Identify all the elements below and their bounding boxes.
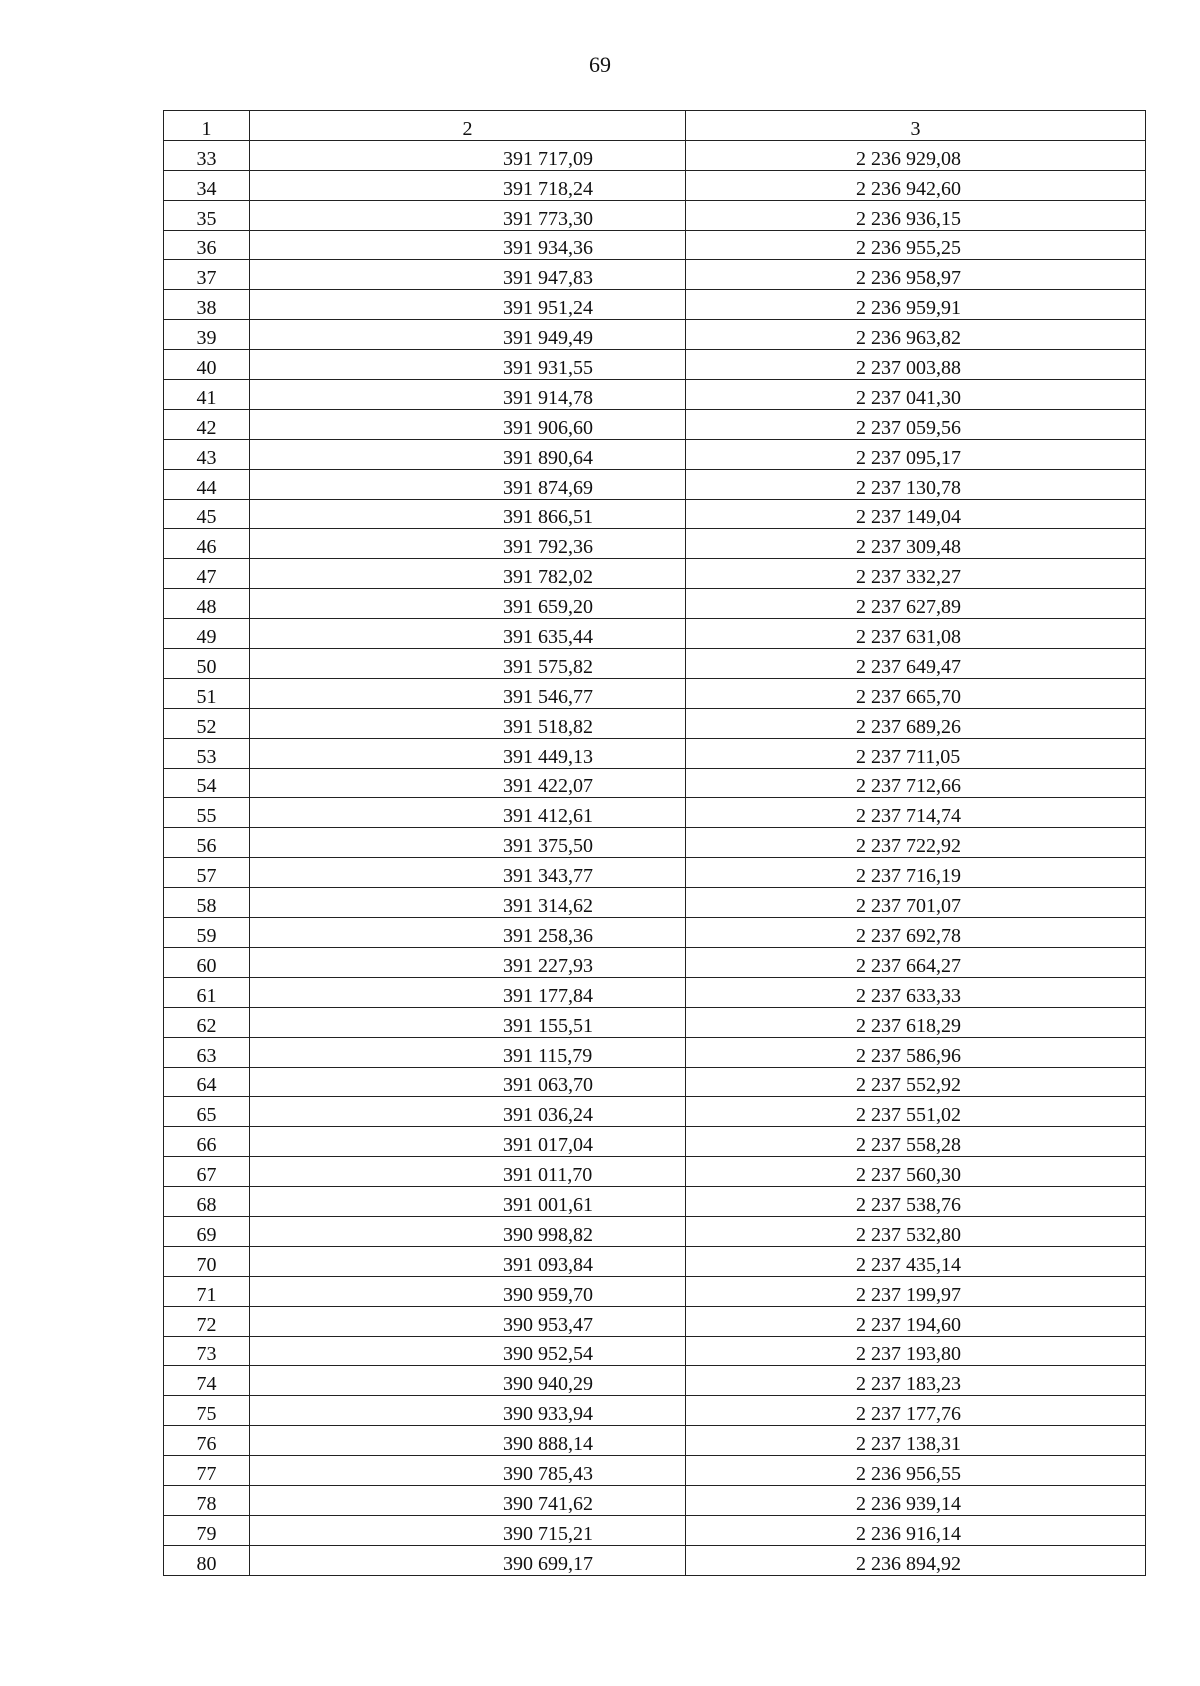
table-row	[164, 170, 1146, 200]
point-number-cell: 54	[164, 768, 250, 798]
table-row	[164, 1276, 1146, 1306]
point-number-cell: 42	[164, 409, 250, 439]
table-row	[164, 1485, 1146, 1515]
x-coordinate-cell: 391 314,62	[250, 888, 686, 918]
point-number-cell: 51	[164, 678, 250, 708]
point-number-cell: 33	[164, 140, 250, 170]
table-row	[164, 1366, 1146, 1396]
table-row	[164, 1336, 1146, 1366]
x-coordinate-cell: 391 874,69	[250, 469, 686, 499]
x-coordinate-cell: 391 949,49	[250, 320, 686, 350]
table-body	[164, 111, 1146, 1576]
table-row	[164, 1216, 1146, 1246]
x-coordinate-cell: 391 792,36	[250, 529, 686, 559]
point-number-cell: 61	[164, 977, 250, 1007]
y-coordinate-cell: 2 237 692,78	[686, 918, 1146, 948]
x-coordinate-cell: 391 011,70	[250, 1157, 686, 1187]
y-coordinate-cell: 2 237 193,80	[686, 1336, 1146, 1366]
x-coordinate-cell: 391 659,20	[250, 589, 686, 619]
y-coordinate-cell: 2 237 059,56	[686, 409, 1146, 439]
point-number-cell: 56	[164, 828, 250, 858]
x-coordinate-cell: 391 866,51	[250, 499, 686, 529]
table-row	[164, 200, 1146, 230]
x-coordinate-cell: 391 931,55	[250, 350, 686, 380]
table-row	[164, 1515, 1146, 1545]
table-row	[164, 649, 1146, 679]
table-row	[164, 1037, 1146, 1067]
table-row	[164, 469, 1146, 499]
point-number-cell: 60	[164, 947, 250, 977]
point-number-cell: 71	[164, 1276, 250, 1306]
y-coordinate-cell: 2 237 552,92	[686, 1067, 1146, 1097]
point-number-cell: 68	[164, 1187, 250, 1217]
y-coordinate-cell: 2 236 916,14	[686, 1515, 1146, 1545]
point-number-cell: 34	[164, 170, 250, 200]
point-number-cell: 78	[164, 1485, 250, 1515]
table-row	[164, 1157, 1146, 1187]
x-coordinate-cell: 390 933,94	[250, 1396, 686, 1426]
x-coordinate-cell: 391 951,24	[250, 290, 686, 320]
y-coordinate-cell: 2 237 722,92	[686, 828, 1146, 858]
table-row	[164, 1306, 1146, 1336]
table-row	[164, 858, 1146, 888]
y-coordinate-cell: 2 236 936,15	[686, 200, 1146, 230]
y-coordinate-cell: 2 237 701,07	[686, 888, 1146, 918]
x-coordinate-cell: 390 959,70	[250, 1276, 686, 1306]
table-header-row	[164, 111, 1146, 141]
y-coordinate-cell: 2 237 627,89	[686, 589, 1146, 619]
point-number-cell: 80	[164, 1545, 250, 1575]
point-number-cell: 79	[164, 1515, 250, 1545]
x-coordinate-cell: 391 017,04	[250, 1127, 686, 1157]
x-coordinate-cell: 390 940,29	[250, 1366, 686, 1396]
x-coordinate-cell: 391 343,77	[250, 858, 686, 888]
y-coordinate-cell: 2 237 649,47	[686, 649, 1146, 679]
y-coordinate-cell: 2 237 003,88	[686, 350, 1146, 380]
y-coordinate-cell: 2 237 309,48	[686, 529, 1146, 559]
table-row	[164, 140, 1146, 170]
y-coordinate-cell: 2 237 138,31	[686, 1426, 1146, 1456]
y-coordinate-cell: 2 236 958,97	[686, 260, 1146, 290]
y-coordinate-cell: 2 237 177,76	[686, 1396, 1146, 1426]
point-number-cell: 65	[164, 1097, 250, 1127]
table-row	[164, 1007, 1146, 1037]
point-number-cell: 53	[164, 738, 250, 768]
table-row	[164, 230, 1146, 260]
column-header-3: 3	[686, 111, 1146, 141]
table-row	[164, 678, 1146, 708]
point-number-cell: 57	[164, 858, 250, 888]
point-number-cell: 55	[164, 798, 250, 828]
point-number-cell: 38	[164, 290, 250, 320]
x-coordinate-cell: 391 449,13	[250, 738, 686, 768]
x-coordinate-cell: 391 546,77	[250, 678, 686, 708]
x-coordinate-cell: 391 518,82	[250, 708, 686, 738]
y-coordinate-cell: 2 237 711,05	[686, 738, 1146, 768]
x-coordinate-cell: 391 422,07	[250, 768, 686, 798]
y-coordinate-cell: 2 237 716,19	[686, 858, 1146, 888]
table-row	[164, 260, 1146, 290]
point-number-cell: 41	[164, 380, 250, 410]
x-coordinate-cell: 391 906,60	[250, 409, 686, 439]
x-coordinate-cell: 391 718,24	[250, 170, 686, 200]
x-coordinate-cell: 390 953,47	[250, 1306, 686, 1336]
y-coordinate-cell: 2 237 183,23	[686, 1366, 1146, 1396]
y-coordinate-cell: 2 236 929,08	[686, 140, 1146, 170]
y-coordinate-cell: 2 237 041,30	[686, 380, 1146, 410]
x-coordinate-cell: 391 115,79	[250, 1037, 686, 1067]
y-coordinate-cell: 2 237 332,27	[686, 559, 1146, 589]
point-number-cell: 40	[164, 350, 250, 380]
table-row	[164, 768, 1146, 798]
y-coordinate-cell: 2 237 199,97	[686, 1276, 1146, 1306]
table-row	[164, 320, 1146, 350]
point-number-cell: 50	[164, 649, 250, 679]
y-coordinate-cell: 2 236 959,91	[686, 290, 1146, 320]
point-number-cell: 48	[164, 589, 250, 619]
y-coordinate-cell: 2 237 633,33	[686, 977, 1146, 1007]
x-coordinate-cell: 391 155,51	[250, 1007, 686, 1037]
x-coordinate-cell: 391 773,30	[250, 200, 686, 230]
x-coordinate-cell: 391 575,82	[250, 649, 686, 679]
y-coordinate-cell: 2 237 560,30	[686, 1157, 1146, 1187]
y-coordinate-cell: 2 237 714,74	[686, 798, 1146, 828]
point-number-cell: 44	[164, 469, 250, 499]
x-coordinate-cell: 390 741,62	[250, 1485, 686, 1515]
table-row	[164, 1456, 1146, 1486]
x-coordinate-cell: 391 782,02	[250, 559, 686, 589]
table-row	[164, 619, 1146, 649]
point-number-cell: 45	[164, 499, 250, 529]
x-coordinate-cell: 391 635,44	[250, 619, 686, 649]
column-header-1: 1	[164, 111, 250, 141]
y-coordinate-cell: 2 237 095,17	[686, 439, 1146, 469]
point-number-cell: 62	[164, 1007, 250, 1037]
point-number-cell: 70	[164, 1246, 250, 1276]
table-row	[164, 529, 1146, 559]
x-coordinate-cell: 391 063,70	[250, 1067, 686, 1097]
table-row	[164, 1426, 1146, 1456]
point-number-cell: 77	[164, 1456, 250, 1486]
point-number-cell: 36	[164, 230, 250, 260]
table-row	[164, 947, 1146, 977]
x-coordinate-cell: 391 036,24	[250, 1097, 686, 1127]
column-header-2: 2	[250, 111, 686, 141]
point-number-cell: 75	[164, 1396, 250, 1426]
y-coordinate-cell: 2 236 939,14	[686, 1485, 1146, 1515]
point-number-cell: 39	[164, 320, 250, 350]
y-coordinate-cell: 2 237 551,02	[686, 1097, 1146, 1127]
x-coordinate-cell: 391 717,09	[250, 140, 686, 170]
x-coordinate-cell: 391 914,78	[250, 380, 686, 410]
x-coordinate-cell: 390 699,17	[250, 1545, 686, 1575]
table-row	[164, 1396, 1146, 1426]
point-number-cell: 37	[164, 260, 250, 290]
y-coordinate-cell: 2 237 194,60	[686, 1306, 1146, 1336]
table-row	[164, 290, 1146, 320]
y-coordinate-cell: 2 237 538,76	[686, 1187, 1146, 1217]
table-row	[164, 559, 1146, 589]
x-coordinate-cell: 391 890,64	[250, 439, 686, 469]
y-coordinate-cell: 2 237 532,80	[686, 1216, 1146, 1246]
point-number-cell: 43	[164, 439, 250, 469]
y-coordinate-cell: 2 236 894,92	[686, 1545, 1146, 1575]
y-coordinate-cell: 2 236 963,82	[686, 320, 1146, 350]
table-row	[164, 1127, 1146, 1157]
x-coordinate-cell: 391 412,61	[250, 798, 686, 828]
table-row	[164, 738, 1146, 768]
point-number-cell: 59	[164, 918, 250, 948]
table-row	[164, 439, 1146, 469]
table-row	[164, 350, 1146, 380]
x-coordinate-cell: 391 934,36	[250, 230, 686, 260]
table-row	[164, 380, 1146, 410]
y-coordinate-cell: 2 237 712,66	[686, 768, 1146, 798]
y-coordinate-cell: 2 236 942,60	[686, 170, 1146, 200]
point-number-cell: 63	[164, 1037, 250, 1067]
table-row	[164, 1187, 1146, 1217]
point-number-cell: 58	[164, 888, 250, 918]
table-row	[164, 708, 1146, 738]
table-row	[164, 828, 1146, 858]
x-coordinate-cell: 391 375,50	[250, 828, 686, 858]
table-row	[164, 1246, 1146, 1276]
y-coordinate-cell: 2 237 631,08	[686, 619, 1146, 649]
point-number-cell: 47	[164, 559, 250, 589]
x-coordinate-cell: 390 998,82	[250, 1216, 686, 1246]
point-number-cell: 46	[164, 529, 250, 559]
y-coordinate-cell: 2 237 664,27	[686, 947, 1146, 977]
x-coordinate-cell: 390 888,14	[250, 1426, 686, 1456]
x-coordinate-cell: 391 001,61	[250, 1187, 686, 1217]
y-coordinate-cell: 2 237 586,96	[686, 1037, 1146, 1067]
y-coordinate-cell: 2 237 558,28	[686, 1127, 1146, 1157]
coordinates-table	[163, 110, 1146, 1576]
point-number-cell: 73	[164, 1336, 250, 1366]
point-number-cell: 66	[164, 1127, 250, 1157]
y-coordinate-cell: 2 237 689,26	[686, 708, 1146, 738]
point-number-cell: 52	[164, 708, 250, 738]
y-coordinate-cell: 2 237 618,29	[686, 1007, 1146, 1037]
y-coordinate-cell: 2 237 665,70	[686, 678, 1146, 708]
point-number-cell: 74	[164, 1366, 250, 1396]
table-row	[164, 798, 1146, 828]
table-row	[164, 888, 1146, 918]
table-row	[164, 1067, 1146, 1097]
x-coordinate-cell: 390 785,43	[250, 1456, 686, 1486]
point-number-cell: 67	[164, 1157, 250, 1187]
x-coordinate-cell: 390 715,21	[250, 1515, 686, 1545]
x-coordinate-cell: 391 227,93	[250, 947, 686, 977]
point-number-cell: 72	[164, 1306, 250, 1336]
x-coordinate-cell: 391 177,84	[250, 977, 686, 1007]
table-row	[164, 1545, 1146, 1575]
point-number-cell: 49	[164, 619, 250, 649]
point-number-cell: 64	[164, 1067, 250, 1097]
y-coordinate-cell: 2 236 955,25	[686, 230, 1146, 260]
table-row	[164, 1097, 1146, 1127]
y-coordinate-cell: 2 237 435,14	[686, 1246, 1146, 1276]
x-coordinate-cell: 391 947,83	[250, 260, 686, 290]
table-row	[164, 499, 1146, 529]
point-number-cell: 76	[164, 1426, 250, 1456]
y-coordinate-cell: 2 237 149,04	[686, 499, 1146, 529]
y-coordinate-cell: 2 237 130,78	[686, 469, 1146, 499]
table-row	[164, 589, 1146, 619]
point-number-cell: 69	[164, 1216, 250, 1246]
x-coordinate-cell: 390 952,54	[250, 1336, 686, 1366]
table-row	[164, 409, 1146, 439]
x-coordinate-cell: 391 093,84	[250, 1246, 686, 1276]
table-row	[164, 977, 1146, 1007]
table-row	[164, 918, 1146, 948]
point-number-cell: 35	[164, 200, 250, 230]
page-number: 69	[589, 52, 611, 77]
y-coordinate-cell: 2 236 956,55	[686, 1456, 1146, 1486]
x-coordinate-cell: 391 258,36	[250, 918, 686, 948]
